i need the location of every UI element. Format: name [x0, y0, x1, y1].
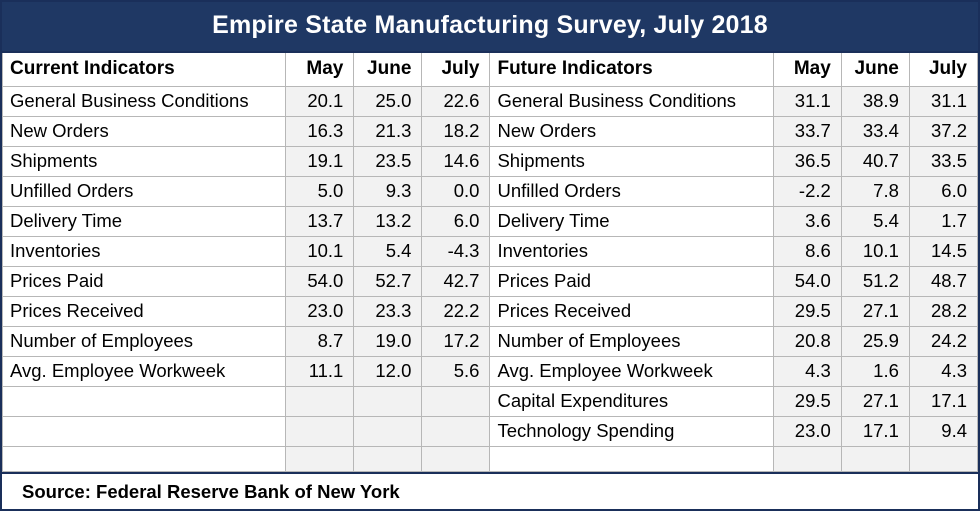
table-row [3, 327, 978, 357]
table-cell-value: 42.7 [422, 267, 490, 297]
header-current-june: June [354, 53, 422, 87]
table-cell-value: 54.0 [286, 267, 354, 297]
table-cell-value: 10.1 [841, 237, 909, 267]
table-cell-label: New Orders [3, 117, 286, 147]
table-cell-label: Unfilled Orders [490, 177, 773, 207]
table-cell-label: General Business Conditions [490, 87, 773, 117]
table-row [3, 357, 978, 387]
table-cell-value: 9.4 [909, 417, 977, 447]
table-cell-label: Prices Received [3, 297, 286, 327]
table-cell-value: 13.7 [286, 207, 354, 237]
table-row [3, 237, 978, 267]
table-cell-value: 8.6 [773, 237, 841, 267]
table-cell-label: Inventories [3, 237, 286, 267]
table-cell-label: Shipments [3, 147, 286, 177]
table-cell-value: 7.8 [841, 177, 909, 207]
table-row [3, 447, 978, 472]
table-cell-value: -4.3 [422, 237, 490, 267]
table-cell-value: 31.1 [773, 87, 841, 117]
header-future-june: June [841, 53, 909, 87]
table-row [3, 117, 978, 147]
table-cell-label: Delivery Time [3, 207, 286, 237]
table-cell-value: 22.6 [422, 87, 490, 117]
table-cell-value: 13.2 [354, 207, 422, 237]
table-cell-label: General Business Conditions [3, 87, 286, 117]
table-cell-value: 23.0 [773, 417, 841, 447]
table-cell-value: 31.1 [909, 87, 977, 117]
table-row [3, 207, 978, 237]
header-future-july: July [909, 53, 977, 87]
table-cell-value: 28.2 [909, 297, 977, 327]
header-current-indicators: Current Indicators [3, 53, 286, 87]
table-row [3, 417, 978, 447]
table-cell-value: 29.5 [773, 387, 841, 417]
table-cell-value: 25.0 [354, 87, 422, 117]
table-cell-value: 1.7 [909, 207, 977, 237]
table-cell-value: 24.2 [909, 327, 977, 357]
table-cell-label: Avg. Employee Workweek [3, 357, 286, 387]
table-cell-value: 12.0 [354, 357, 422, 387]
table-cell-value: 19.0 [354, 327, 422, 357]
table-cell-value [354, 447, 422, 472]
table-cell-value: 10.1 [286, 237, 354, 267]
table-cell-value: 6.0 [909, 177, 977, 207]
table-cell-value: 9.3 [354, 177, 422, 207]
table-cell-value: 48.7 [909, 267, 977, 297]
table-cell-value: 5.6 [422, 357, 490, 387]
table-cell-value: 22.2 [422, 297, 490, 327]
table-cell-label: Inventories [490, 237, 773, 267]
table-cell-value: 23.5 [354, 147, 422, 177]
table-row [3, 177, 978, 207]
table-cell-value: 54.0 [773, 267, 841, 297]
table-cell-value: 17.1 [841, 417, 909, 447]
table-cell-value: 33.7 [773, 117, 841, 147]
header-current-may: May [286, 53, 354, 87]
table-cell-value [286, 387, 354, 417]
table-cell-label: Number of Employees [490, 327, 773, 357]
table-cell-value: 1.6 [841, 357, 909, 387]
table-cell-value [422, 387, 490, 417]
table-row [3, 87, 978, 117]
table-cell-value [422, 417, 490, 447]
table-cell-label [3, 387, 286, 417]
table-cell-value: 14.6 [422, 147, 490, 177]
table-cell-value: 4.3 [773, 357, 841, 387]
table-cell-value: 14.5 [909, 237, 977, 267]
table-cell-value: 18.2 [422, 117, 490, 147]
table-cell-value: 52.7 [354, 267, 422, 297]
page-title: Empire State Manufacturing Survey, July 2018 [2, 2, 978, 53]
table-cell-value: 20.1 [286, 87, 354, 117]
table-cell-value: 51.2 [841, 267, 909, 297]
table-cell-value: 37.2 [909, 117, 977, 147]
header-future-may: May [773, 53, 841, 87]
table-cell-label: Prices Paid [3, 267, 286, 297]
table-cell-value [841, 447, 909, 472]
table-cell-value: 17.2 [422, 327, 490, 357]
table-cell-value [286, 417, 354, 447]
survey-table [2, 53, 978, 472]
table-cell-value: 23.0 [286, 297, 354, 327]
table-cell-value: 27.1 [841, 387, 909, 417]
table-cell-label: New Orders [490, 117, 773, 147]
table-cell-value [773, 447, 841, 472]
table-cell-value: 29.5 [773, 297, 841, 327]
table-cell-value: 0.0 [422, 177, 490, 207]
table-cell-label: Unfilled Orders [3, 177, 286, 207]
table-cell-value: 33.4 [841, 117, 909, 147]
table-cell-label [3, 447, 286, 472]
table-cell-value [909, 447, 977, 472]
table-cell-value [354, 417, 422, 447]
table-cell-value: 5.4 [841, 207, 909, 237]
table-cell-label: Avg. Employee Workweek [490, 357, 773, 387]
table-cell-value: 3.6 [773, 207, 841, 237]
table-cell-value: 5.4 [354, 237, 422, 267]
table-cell-value: 20.8 [773, 327, 841, 357]
table-cell-label: Shipments [490, 147, 773, 177]
table-cell-label [3, 417, 286, 447]
source-note: Source: Federal Reserve Bank of New York [2, 472, 978, 509]
table-cell-value: 40.7 [841, 147, 909, 177]
table-cell-value [286, 447, 354, 472]
table-cell-value: 33.5 [909, 147, 977, 177]
table-cell-value: 21.3 [354, 117, 422, 147]
table-row [3, 267, 978, 297]
table-cell-value [422, 447, 490, 472]
table-cell-value: 17.1 [909, 387, 977, 417]
table-row [3, 387, 978, 417]
table-body [3, 87, 978, 472]
table-cell-value: 11.1 [286, 357, 354, 387]
table-cell-label: Capital Expenditures [490, 387, 773, 417]
header-current-july: July [422, 53, 490, 87]
table-cell-value: 8.7 [286, 327, 354, 357]
table-cell-value: 36.5 [773, 147, 841, 177]
table-row [3, 147, 978, 177]
table-cell-value: 38.9 [841, 87, 909, 117]
table-cell-value: 23.3 [354, 297, 422, 327]
table-header-row [3, 53, 978, 87]
table-cell-value: -2.2 [773, 177, 841, 207]
table-cell-label: Prices Received [490, 297, 773, 327]
table-cell-label: Delivery Time [490, 207, 773, 237]
table-cell-value: 4.3 [909, 357, 977, 387]
table-cell-label: Number of Employees [3, 327, 286, 357]
table-cell-value: 5.0 [286, 177, 354, 207]
table-cell-value: 6.0 [422, 207, 490, 237]
table-cell-label: Technology Spending [490, 417, 773, 447]
table-cell-value: 25.9 [841, 327, 909, 357]
table-cell-value: 19.1 [286, 147, 354, 177]
table-row [3, 297, 978, 327]
table-cell-value: 16.3 [286, 117, 354, 147]
table-cell-value: 27.1 [841, 297, 909, 327]
header-future-indicators: Future Indicators [490, 53, 773, 87]
table-cell-label [490, 447, 773, 472]
table-cell-value [354, 387, 422, 417]
table-cell-label: Prices Paid [490, 267, 773, 297]
